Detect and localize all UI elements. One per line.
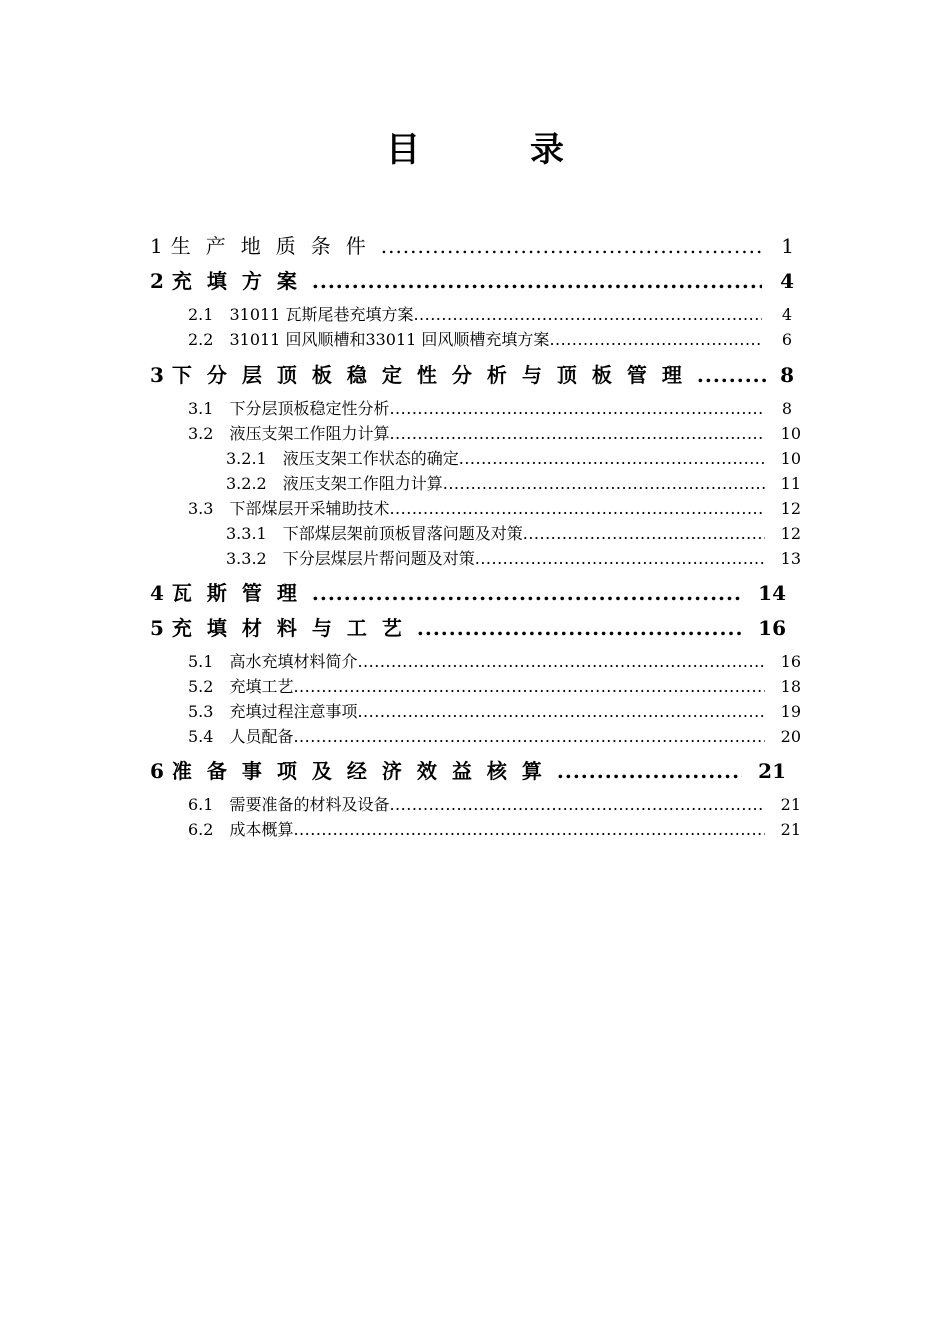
dot-leader <box>697 361 768 389</box>
toc-entry-page: 8 <box>781 399 792 418</box>
toc-entry-page: 16 <box>780 652 801 671</box>
dot-leader <box>381 232 764 260</box>
toc-entry-3-3[interactable] <box>188 498 801 520</box>
dot-leader <box>413 304 761 326</box>
toc-entry-number: 1 <box>150 234 163 258</box>
toc-entry-3-1[interactable] <box>188 398 792 420</box>
toc-entry-3-2-1[interactable] <box>226 448 801 470</box>
toc-entry-number: 5.4 <box>188 727 214 746</box>
toc-entry-4[interactable] <box>150 579 786 607</box>
toc-entry-number: 5.2 <box>188 677 214 696</box>
toc-entry-title: 生产地质条件 <box>170 234 381 258</box>
toc-entry-3-2[interactable] <box>188 423 801 445</box>
toc-entry-number: 2.2 <box>188 330 214 349</box>
dot-leader <box>293 819 764 841</box>
toc-entry-number: 5 <box>150 616 164 640</box>
toc-entry-6-1[interactable] <box>188 794 801 816</box>
toc-entry-title: 液压支架工作阻力计算 <box>282 474 443 493</box>
toc-entry-page: 4 <box>780 269 794 293</box>
toc-entry-number: 4 <box>150 581 164 605</box>
dot-leader <box>475 548 765 570</box>
toc-entry-number: 2.1 <box>188 305 214 324</box>
dot-leader <box>389 423 764 445</box>
toc-entry-page: 20 <box>780 727 801 746</box>
toc-entry-number: 3.2 <box>188 424 214 443</box>
toc-entry-page: 10 <box>780 449 801 468</box>
toc-entry-page: 12 <box>780 499 801 518</box>
toc-entry-3-2-2[interactable] <box>226 473 801 495</box>
toc-entry-page: 11 <box>780 474 801 493</box>
toc-entry-title: 成本概算 <box>229 820 294 839</box>
toc-entry-page: 21 <box>780 795 801 814</box>
toc-entry-title: 高水充填材料简介 <box>229 652 358 671</box>
toc-entry-title: 下分层顶板稳定性分析与顶板管理 <box>171 363 697 387</box>
page-title: 目 录 <box>386 130 602 170</box>
toc-entry-number: 3.2.2 <box>226 474 267 493</box>
toc-entry-page: 12 <box>780 524 801 543</box>
dot-leader <box>312 579 742 607</box>
toc-entry-2-1[interactable] <box>188 304 792 326</box>
toc-entry-5-3[interactable] <box>188 701 801 723</box>
toc-entry-title: 充填材料与工艺 <box>171 616 417 640</box>
toc-entry-page: 8 <box>780 363 794 387</box>
dot-leader <box>459 448 765 470</box>
toc-entry-title: 下部煤层架前顶板冒落问题及对策 <box>282 524 523 543</box>
toc-entry-page: 19 <box>780 702 801 721</box>
toc-entry-number: 5.3 <box>188 702 214 721</box>
toc-entry-page: 14 <box>758 581 786 605</box>
toc-entry-title: 充填过程注意事项 <box>229 702 358 721</box>
dot-leader <box>312 267 762 295</box>
toc-entry-page: 4 <box>781 305 792 324</box>
dot-leader <box>357 701 764 723</box>
toc-entry-page: 21 <box>780 820 801 839</box>
toc-entry-3-3-2[interactable] <box>226 548 801 570</box>
toc-entry-page: 21 <box>758 759 786 783</box>
toc-entry-2-2[interactable] <box>188 329 792 351</box>
toc-entry-1[interactable] <box>150 232 794 260</box>
toc-entry-5-1[interactable] <box>188 651 801 673</box>
toc-entry-title: 准备事项及经济效益核算 <box>171 759 557 783</box>
toc-entry-title: 液压支架工作状态的确定 <box>282 449 459 468</box>
toc-entry-page: 1 <box>781 234 794 258</box>
toc-entry-title: 人员配备 <box>229 727 294 746</box>
toc-entry-5[interactable] <box>150 614 786 642</box>
dot-leader <box>417 614 742 642</box>
toc-entry-page: 13 <box>780 549 801 568</box>
dot-leader <box>357 651 764 673</box>
toc-entry-title: 充填工艺 <box>229 677 294 696</box>
dot-leader <box>443 473 765 495</box>
toc-entry-2[interactable] <box>150 267 794 295</box>
toc-entry-6-2[interactable] <box>188 819 801 841</box>
toc-entry-6[interactable] <box>150 757 786 785</box>
toc-entry-number: 3.1 <box>188 399 214 418</box>
toc-entry-title: 下分层煤层片帮问题及对策 <box>282 549 475 568</box>
toc-entry-number: 2 <box>150 269 164 293</box>
dot-leader <box>389 794 764 816</box>
toc-entry-number: 3 <box>150 363 164 387</box>
toc-entry-title: 充填方案 <box>171 269 312 293</box>
toc-entry-3-3-1[interactable] <box>226 523 801 545</box>
toc-entry-number: 3.3 <box>188 499 214 518</box>
toc-entry-5-4[interactable] <box>188 726 801 748</box>
toc-entry-3[interactable] <box>150 361 794 389</box>
toc-entry-number: 5.1 <box>188 652 214 671</box>
dot-leader <box>523 523 765 545</box>
dot-leader <box>557 757 742 785</box>
dot-leader <box>293 676 764 698</box>
toc-entry-number: 3.2.1 <box>226 449 267 468</box>
toc-entry-number: 6.1 <box>188 795 214 814</box>
toc-entry-number: 3.3.2 <box>226 549 267 568</box>
dot-leader <box>389 398 761 420</box>
toc-entry-page: 10 <box>780 424 801 443</box>
toc-entry-title: 31011 瓦斯尾巷充填方案 <box>229 305 414 324</box>
toc-entry-title: 下分层顶板稳定性分析 <box>229 399 390 418</box>
toc-entry-number: 6 <box>150 759 164 783</box>
toc-entry-5-2[interactable] <box>188 676 801 698</box>
toc-entry-number: 6.2 <box>188 820 214 839</box>
toc-entry-title: 液压支架工作阻力计算 <box>229 424 390 443</box>
toc-entry-title: 需要准备的材料及设备 <box>229 795 390 814</box>
dot-leader <box>389 498 764 520</box>
toc-entry-number: 3.3.1 <box>226 524 267 543</box>
toc-entry-title: 下部煤层开采辅助技术 <box>229 499 390 518</box>
toc-entry-page: 16 <box>758 616 786 640</box>
toc-entry-page: 6 <box>781 330 792 349</box>
toc-entry-page: 18 <box>780 677 801 696</box>
toc-entry-title: 31011 回风顺槽和33011 回风顺槽充填方案 <box>229 330 550 349</box>
dot-leader <box>293 726 764 748</box>
dot-leader <box>549 329 761 351</box>
toc-entry-title: 瓦斯管理 <box>171 581 312 605</box>
